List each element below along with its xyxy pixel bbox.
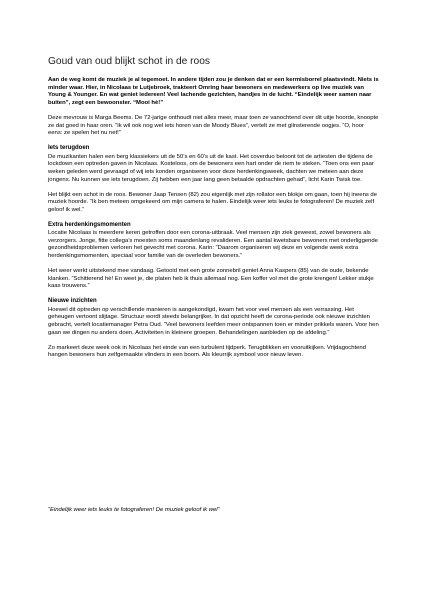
section-heading-extra-herdenkingsmomenten: Extra herdenkingsmomenten — [48, 221, 131, 228]
paragraph: Locatie Nicolaas is meerdere keren getroffen door een corona-uitbraak. Veel mensen zijn ziek geweest, zowel bewoners als verzorgers. Jonge, fitte collega’s moesten soms maandenlang revalideren. Een aantal kwetsbare bewoners met onderliggende gezondheidsproblemen verloren het gevecht met corona. Karin: “Daarom organiseren wij deze en volgende week extra herdenkingsmomenten, speciaal voor familie van de overleden bewoners.” — [48, 230, 378, 260]
paragraph: Zo markeert deze week ook in Nicolaas het einde van een turbulent tijdperk. Terugblikken en vooruitkijken. Vrijdagochtend hangen bewoners hun zelfgemaakte vlinders in een boom. Als kleurrijk symbool voor nieuw leven. — [48, 344, 366, 359]
section-heading-iets-terugdoen: Iets terugdoen — [48, 145, 90, 152]
article-intro: Deze mevrouw is Marga Beems. De 72-jarige onthoudt niet alles meer, maar toen ze vanochtend over dit uitje hoorde, knoopte ze dat goed in haar oren. “Ik wil ook nog wel iets horen van de Moody Blues”, vertelt ze met glinsterende oogjes. “O, hoor eens: ze spelen het nu net!” — [48, 115, 379, 137]
pull-quote: “Eindelijk weer iets leuks te fotograferen! De muziek geloof ik wel” — [48, 507, 220, 513]
paragraph: Het weer werkt uitstekend mee vandaag. Getooid met een grote zonnebril geniet Anna Kaspers (85) van de oude, bekende klanken. “Schitterend hè! En weet je, die platen heb ik thuis allemaal nog. Een koffer vol met die grote krengen! Lekker stukje kaas trouwens.” — [48, 268, 374, 290]
paragraph: De muzikanten halen een berg klassiekers uit de 50’s en 60’s uit de kast. Het coverduo beloont tot de artiesten die tijdens de lockdown een optreden gaven in Nicolaas. Kosteloos, om de bewoners een hart onder de riem te steken. “Toen ons een paar weken geleden werd gevraagd of wij iets konden organiseren voor deze herdenkingsweek, dachten we meteen aan deze jongens. Nu kunnen we iets terugdoen. Zij hebben een jaar lang geen betaalde opdrachten gehad”, licht Karin Twisk toe. — [48, 153, 374, 183]
article-lead: Aan de weg komt de muziek je al tegemoet. In andere tijden zou je denken dat er een kermisborrel plaatsvindt. Niets is minder waar. Hier, in Nicolaas te Lutjebroek, trakteert Omring haar bewoners en medewerkers op live muziek van Young & Younger. En wat geniet iedereen! Veel lachende gezichten, handjes in de lucht. “Eindelijk weer samen naar buiten”, zegt een bewoonster. “Mooi hè!” — [48, 77, 379, 107]
paragraph: Het blijkt een schot in de roos. Bewoner Jaap Tensen (82) zou eigenlijk met zijn rollator een blokje om gaan, toen hij ineens de muziek hoorde. “Ik ben meteen omgekeerd om mijn camera te halen. Eindelijk weer iets leuks te fotograferen! De muziek zelf geloof ik wel.” — [48, 191, 377, 213]
paragraph: Hoewel dit optreden op verschillende manieren is aangekondigd, kwam het voor veel mensen als een verrassing. Het geheugen vertoont slijtage. Structuur wordt steeds belangrijker. In dat opzicht heeft de corona-periode ook nieuwe inzichten gebracht, vertelt locatiemanager Petra Oud. “Veel bewoners leefden meer ontspannen toen er minder prikkels waren. Voor hen gaan we dingen nu anders doen. Activiteiten in kleinere groepen. Behandelingen aanbieden op de afdeling.” — [48, 306, 379, 336]
article-title: Goud van oud blijkt schot in de roos — [48, 56, 210, 67]
section-heading-nieuwe-inzichten: Nieuwe inzichten — [48, 298, 97, 305]
